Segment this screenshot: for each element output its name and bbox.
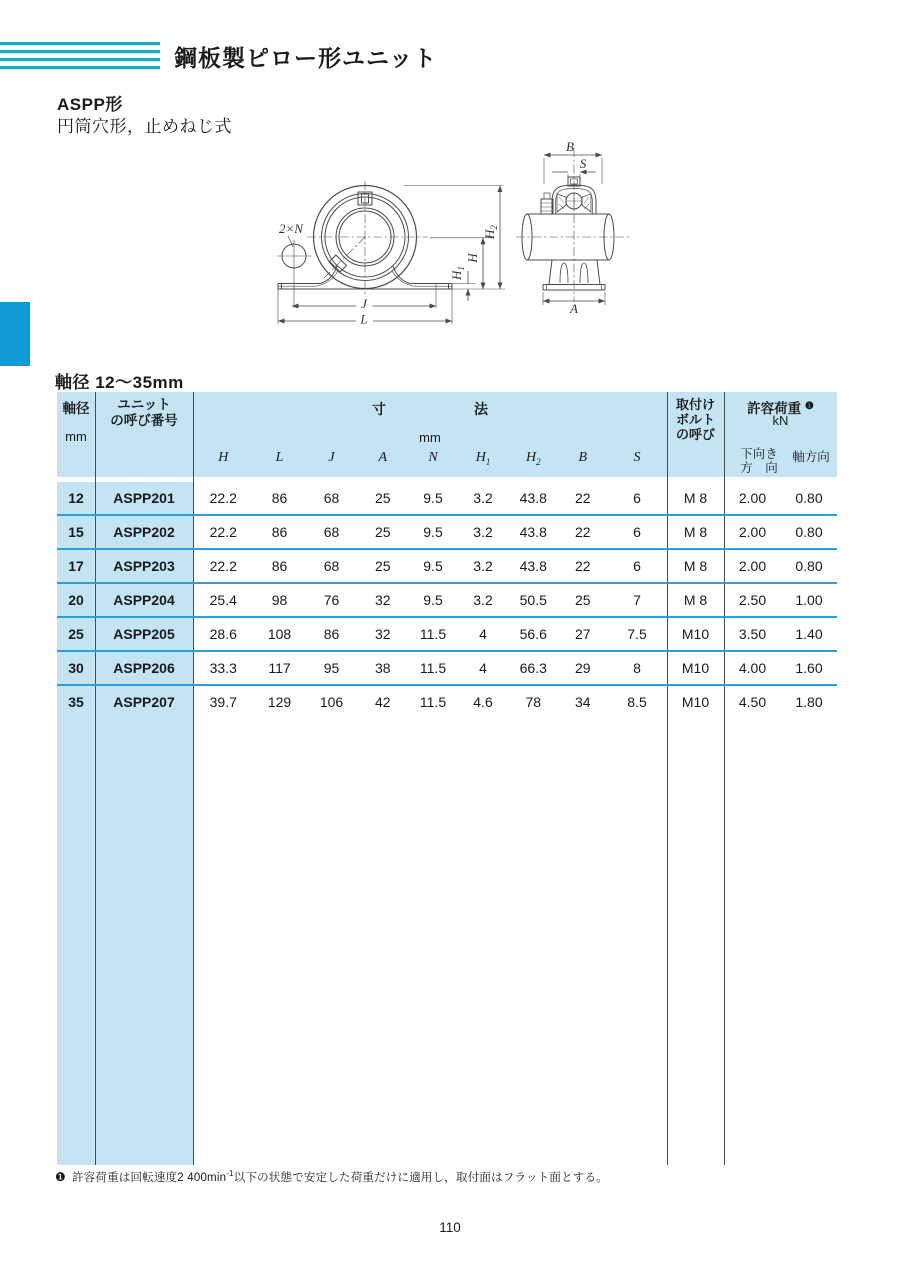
page-number: 110	[439, 1220, 461, 1235]
dim-a-label: A	[570, 301, 578, 316]
table-body	[57, 482, 837, 718]
stripe	[0, 58, 160, 61]
bolt-header-line1: 取付け	[675, 397, 715, 412]
dim-l-label: L	[360, 311, 368, 327]
dimension-letter-row	[193, 450, 667, 467]
table-row: 12 ASPP201 22.2 86 68 25 9.5 3.2 43.8 22 6 M 8 2.00 0.80	[57, 482, 837, 516]
col-header-shaft: 軸径	[62, 401, 90, 416]
col-header-shaft-unit: mm	[65, 429, 87, 444]
col-header-dimensions	[193, 399, 667, 419]
grease-fitting	[541, 199, 553, 214]
table-row: 35 ASPP207 39.7 129 106 42 11.5 4.6 78 34 8.5 M10 4.50 1.80	[68, 694, 823, 710]
dim-letter: A	[378, 450, 388, 465]
col-header-load-unit: kN	[772, 413, 789, 428]
dim-letter: $H_2$	[525, 450, 541, 467]
footnote-text-post: 以下の状態で安定した荷重だけに適用し，取付面はフラット面とする。	[233, 1172, 608, 1184]
dim-letter: L	[275, 450, 284, 465]
bolt-header-line3: の呼び	[675, 427, 715, 442]
stripe	[0, 66, 160, 69]
page-title: 鋼板製ピロー形ユニット	[174, 45, 438, 71]
bolt-header-line2: ボルト	[675, 412, 715, 427]
bolt-count-label: 2×N	[279, 221, 303, 236]
dim-letter: N	[428, 450, 438, 465]
dim-h-label: H	[465, 253, 480, 263]
dim-j-label: J	[361, 296, 367, 311]
table-row: 30 ASPP206 33.3 117 95 38 11.5 4 66.3 29 8 M10 4.00 1.60	[57, 652, 837, 686]
col-header-unit-number	[95, 397, 193, 429]
load-down-line1: 下向き	[740, 447, 778, 461]
side-view	[516, 148, 630, 305]
dimension-table	[57, 392, 837, 1165]
front-view	[277, 181, 505, 325]
dim-letter: H	[218, 450, 229, 465]
load-down-line2: 方 向	[740, 461, 778, 475]
stripe	[0, 50, 160, 53]
load-header-title: 許容荷重	[747, 401, 802, 416]
dim-letter: S	[633, 450, 641, 465]
unit-header-line2: の呼び番号	[110, 413, 178, 428]
dim-letter: B	[578, 450, 588, 465]
dims-header-char1: 寸	[372, 401, 386, 417]
footnote-superscript: -1	[226, 1169, 234, 1179]
header-stripes-decoration	[0, 42, 160, 74]
dims-header-char2: 法	[474, 401, 488, 417]
dim-letter: $H_1$	[475, 450, 491, 467]
col-header-load-downward	[733, 447, 785, 475]
series-name: ASPP形	[57, 95, 123, 114]
table-row: 20 ASPP204 25.4 98 76 32 9.5 3.2 50.5 25 7 M 8 2.50 1.00	[57, 584, 837, 618]
dim-letter: J	[328, 450, 335, 465]
col-header-dimensions-unit: mm	[419, 430, 441, 445]
side-view-labels	[566, 139, 587, 316]
col-header-load-axial: 軸方向	[792, 450, 830, 464]
footnote	[55, 1169, 835, 1185]
section-title: 軸径 12〜35mm	[55, 373, 184, 392]
dim-s-label: S	[579, 156, 587, 171]
table-row: 17 ASPP203 22.2 86 68 25 9.5 3.2 43.8 22 6 M 8 2.00 0.80	[57, 550, 837, 584]
page-index-tab	[0, 302, 30, 366]
technical-drawing	[240, 130, 680, 335]
dim-h1-label: $H_1$	[449, 266, 466, 280]
unit-header-line1: ユニット	[117, 397, 171, 412]
col-header-bolt	[667, 397, 724, 442]
table-row: 15 ASPP202 22.2 86 68 25 9.5 3.2 43.8 22 6 M 8 2.00 0.80	[57, 516, 837, 550]
table-row: 25 ASPP205 28.6 108 86 32 11.5 4 56.6 27 7.5 M10 3.50 1.40	[57, 618, 837, 652]
series-subtitle: 円筒穴形，止めねじ式	[57, 117, 232, 136]
footnote-mark-icon: ❶	[55, 1170, 66, 1184]
dim-b-label: B	[566, 139, 574, 154]
footnote-text-pre: 許容荷重は回転速度2 400min	[71, 1172, 227, 1184]
footnote-mark-icon: ❶	[804, 401, 814, 412]
stripe	[0, 42, 160, 45]
dim-h2-label: $H_2$	[482, 225, 499, 239]
